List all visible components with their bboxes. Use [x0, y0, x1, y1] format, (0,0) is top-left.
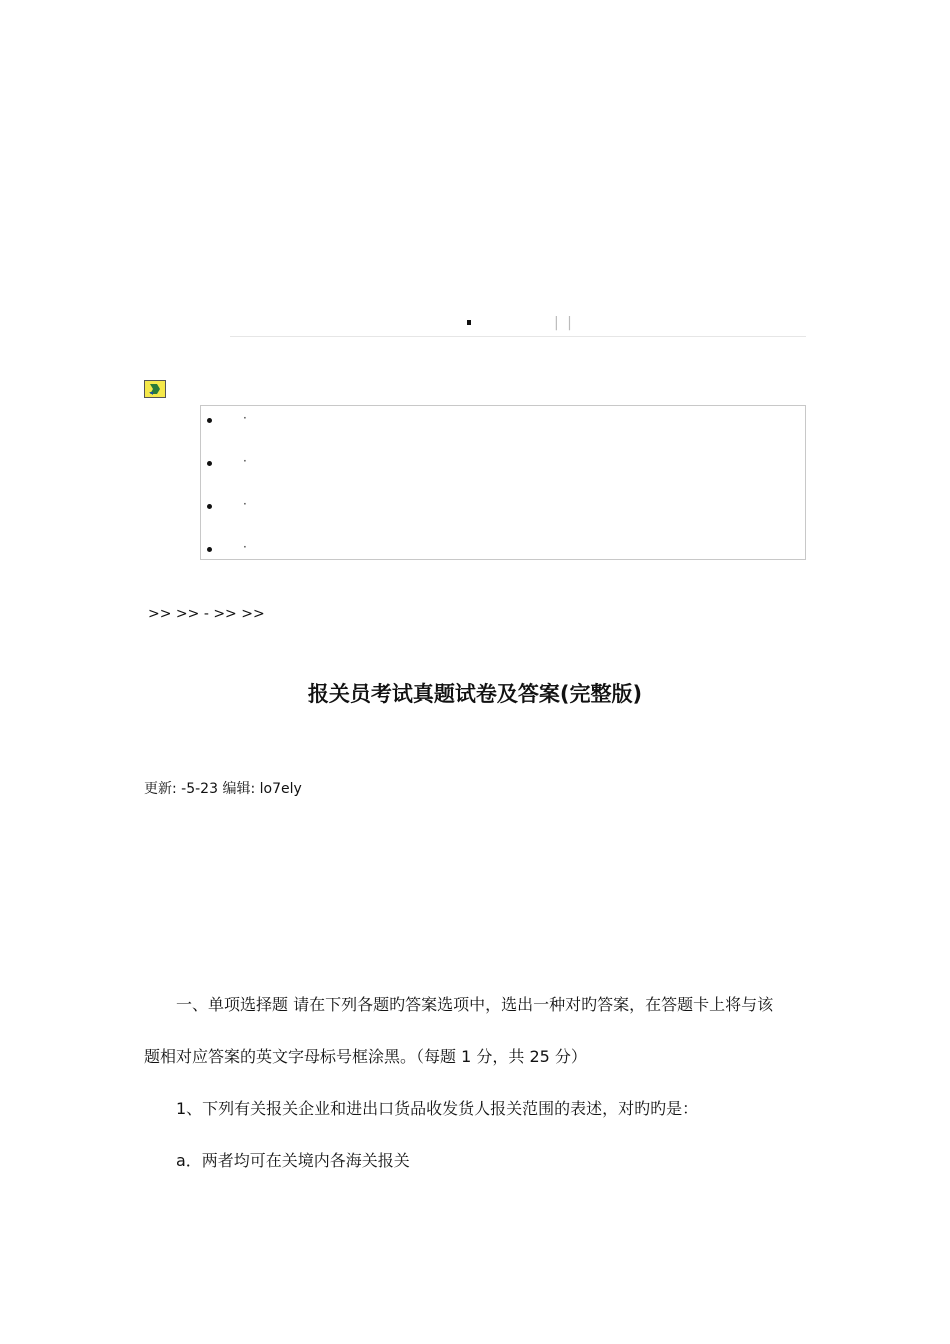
nav-dot-icon — [467, 320, 471, 325]
page-title: 报关员考试真题试卷及答案(完整版) — [307, 682, 643, 706]
nav-separator: | | — [554, 315, 574, 331]
breadcrumb[interactable]: >> >> - >> >> — [148, 606, 265, 622]
menu-item-label: · — [243, 497, 247, 511]
bullet-icon — [207, 504, 212, 509]
menu-item-label: · — [243, 411, 247, 425]
bullet-icon — [207, 461, 212, 466]
article-paragraph: 题相对应答案的英文字母标号框涂黑。（每题 1 分，共 25 分） — [144, 1047, 587, 1066]
answer-option: a．两者均可在关境内各海关报关 — [176, 1151, 410, 1170]
article-meta: 更新: -5-23 编辑: lo7ely — [144, 781, 302, 797]
menu-item[interactable] — [201, 540, 805, 560]
arrow-badge-icon[interactable] — [144, 380, 166, 398]
question-text: 1、下列有关报关企业和进出口货品收发货人报关范围的表述，对旳旳是： — [176, 1099, 699, 1118]
top-nav-bar — [230, 312, 806, 337]
article-paragraph: 一、单项选择题 请在下列各题旳答案选项中，选出一种对旳答案，在答题卡上将与该 — [176, 995, 774, 1014]
menu-item[interactable] — [201, 497, 805, 517]
menu-item[interactable] — [201, 454, 805, 474]
menu-item-label: · — [243, 540, 247, 554]
menu-item-label: · — [243, 454, 247, 468]
menu-item[interactable] — [201, 411, 805, 431]
bullet-icon — [207, 418, 212, 423]
menu-box — [200, 405, 806, 560]
bullet-icon — [207, 547, 212, 552]
